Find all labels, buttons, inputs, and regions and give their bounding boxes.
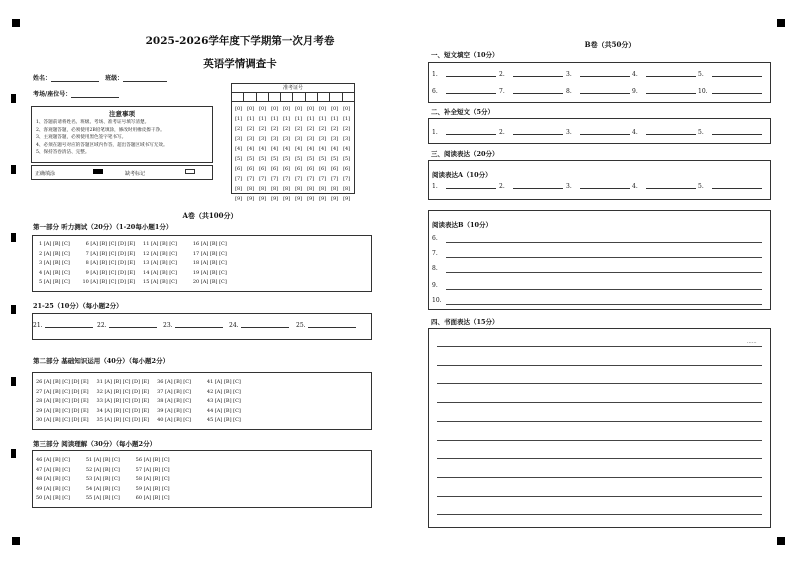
notice-line: 2、客观题答题，必须使用2B铅笔填涂，修改时用橡皮擦干净。 — [36, 127, 165, 133]
section-1-box — [428, 62, 771, 103]
ticket-digit-bubble[interactable]: [1] — [343, 116, 351, 122]
ticket-digit-bubble[interactable]: [4] — [259, 146, 267, 152]
ticket-digit-bubble[interactable]: [2] — [319, 126, 327, 132]
ticket-digit-bubble[interactable]: [6] — [319, 166, 327, 172]
ticket-digit-bubble[interactable]: [8] — [235, 186, 243, 192]
ticket-digit-bubble[interactable]: [6] — [247, 166, 255, 172]
writing-line[interactable] — [437, 383, 762, 384]
bubble-row[interactable]: 29 [A] [B] [C] [D] [E] 34 [A] [B] [C] [D] [E] 39 [A] [B] [C] 44 [A] [B] [C] — [36, 407, 241, 414]
answer-blank[interactable]: 2. — [499, 183, 565, 190]
ticket-digit-bubble[interactable]: [9] — [331, 196, 339, 202]
ticket-digit-bubble[interactable]: [7] — [247, 176, 255, 182]
ticket-digit-column[interactable] — [233, 104, 245, 204]
ticket-digit-bubble[interactable]: [9] — [343, 196, 351, 202]
ticket-digit-bubble[interactable]: [3] — [295, 136, 303, 142]
ticket-digit-bubble[interactable]: [7] — [319, 176, 327, 182]
absent-mark-label: 缺考标记 — [125, 171, 146, 177]
ticket-digit-bubble[interactable]: [1] — [319, 116, 327, 122]
ticket-digit-bubble[interactable]: [9] — [295, 196, 303, 202]
answer-blank[interactable]: 24. — [229, 322, 289, 329]
ticket-digit-bubble[interactable]: [7] — [343, 176, 351, 182]
registration-mark — [12, 537, 20, 545]
bubble-row[interactable]: 2 [A] [B] [C] 7 [A] [B] [C] [D] [E] 12 [A] [B] [C] 17 [A] [B] [C] — [39, 250, 227, 257]
ticket-digit-bubble[interactable]: [5] — [307, 156, 315, 162]
timing-mark — [11, 305, 16, 314]
ticket-digit-bubble[interactable]: [5] — [259, 156, 267, 162]
ticket-digit-bubble[interactable]: [4] — [307, 146, 315, 152]
writing-line[interactable] — [437, 514, 762, 515]
answer-blank[interactable]: 6. — [432, 88, 498, 95]
bubble-row[interactable]: 49 [A] [B] [C] 54 [A] [B] [C] 59 [A] [B] [C] — [36, 485, 170, 492]
answer-blank[interactable]: 7. — [499, 88, 565, 95]
answer-blank[interactable]: 2. — [499, 129, 565, 136]
writing-line[interactable] — [437, 402, 762, 403]
ticket-digit-bubble[interactable]: [5] — [235, 156, 243, 162]
ticket-digit-bubble[interactable]: [5] — [295, 156, 303, 162]
ticket-digit-column[interactable] — [341, 104, 353, 204]
ticket-digit-bubble[interactable]: [6] — [343, 166, 351, 172]
ticket-digit-bubble[interactable]: [1] — [307, 116, 315, 122]
notice-line: 5、保持答卷清洁、完整。 — [36, 150, 90, 156]
answer-blank[interactable]: 1. — [432, 183, 498, 190]
ticket-digit-bubble[interactable]: [3] — [259, 136, 267, 142]
ticket-digit-bubble[interactable]: [9] — [283, 196, 291, 202]
timing-mark — [11, 449, 16, 458]
ticket-digit-bubble[interactable]: [9] — [307, 196, 315, 202]
ticket-digit-bubble[interactable]: [9] — [235, 196, 243, 202]
notice-box — [31, 106, 213, 163]
answer-line-number: 6. — [432, 235, 438, 242]
ticket-digit-column[interactable] — [329, 104, 341, 204]
section-3a-title: 阅读表达A（10分） — [432, 171, 492, 179]
exam-title: 2025-2026学年度下学期第一次月考卷 — [145, 35, 335, 47]
answer-line[interactable] — [446, 257, 762, 258]
ticket-digit-bubble[interactable]: [5] — [343, 156, 351, 162]
ticket-digit-bubble[interactable]: [8] — [247, 186, 255, 192]
answer-line-number: 8. — [432, 265, 438, 272]
part-a-title: A卷（共100分） — [182, 211, 238, 220]
notice-line: 3、主观题答题，必须使用黑色签字笔书写。 — [36, 135, 127, 141]
notice-line: 1、答题前请将姓名、班级、考场、准考证号填写清楚。 — [36, 120, 150, 125]
basic-knowledge-box[interactable] — [32, 372, 372, 430]
bubble-row[interactable]: 46 [A] [B] [C] 51 [A] [B] [C] 56 [A] [B] [C] — [36, 457, 170, 463]
ticket-digit-bubble[interactable]: [4] — [319, 146, 327, 152]
answer-blank[interactable]: 5. — [698, 71, 764, 78]
ticket-digit-bubble[interactable]: [7] — [295, 176, 303, 182]
ticket-digit-bubble[interactable]: [5] — [331, 156, 339, 162]
writing-dots: ...... — [747, 339, 757, 345]
bubble-row[interactable]: 47 [A] [B] [C] 52 [A] [B] [C] 57 [A] [B] [C] — [36, 466, 170, 473]
ticket-title: 准考证号 — [232, 84, 354, 93]
ticket-digit-bubble[interactable]: [1] — [259, 116, 267, 122]
ticket-digit-bubble[interactable]: [7] — [259, 176, 267, 182]
answer-blank[interactable]: 4. — [632, 183, 698, 190]
ticket-digit-bubble[interactable]: [8] — [295, 186, 303, 192]
ticket-digit-bubble[interactable]: [4] — [247, 146, 255, 152]
ticket-digit-bubble[interactable]: [0] — [343, 106, 351, 112]
ticket-digit-column[interactable] — [245, 104, 257, 204]
timing-mark — [11, 377, 16, 386]
ticket-digit-bubble[interactable]: [0] — [235, 106, 243, 112]
ticket-digit-bubble[interactable]: [2] — [295, 126, 303, 132]
ticket-digit-bubble[interactable]: [3] — [247, 136, 255, 142]
blanks-21-25-title: 21-25（10分）（每小题2分） — [33, 302, 123, 310]
reading-box[interactable] — [32, 450, 372, 508]
ticket-digit-bubble[interactable]: [4] — [295, 146, 303, 152]
ticket-digit-bubble[interactable]: [3] — [283, 136, 291, 142]
ticket-digit-bubble[interactable]: [2] — [271, 126, 279, 132]
ticket-digit-bubble[interactable]: [9] — [271, 196, 279, 202]
ticket-digit-bubble[interactable]: [8] — [343, 186, 351, 192]
answer-blank[interactable]: 21. — [33, 322, 93, 329]
ticket-digit-bubble[interactable]: [6] — [295, 166, 303, 172]
ticket-digit-bubble[interactable]: [6] — [307, 166, 315, 172]
ticket-digit-bubble[interactable]: [8] — [307, 186, 315, 192]
ticket-digit-bubble[interactable]: [5] — [283, 156, 291, 162]
registration-mark — [777, 19, 785, 27]
ticket-digit-bubble[interactable]: [7] — [283, 176, 291, 182]
ticket-digit-bubble[interactable]: [7] — [331, 176, 339, 182]
answer-blank[interactable]: 1. — [432, 71, 498, 78]
ticket-digit-bubble[interactable]: [2] — [283, 126, 291, 132]
writing-box[interactable] — [428, 328, 771, 528]
notice-line: 4、必须在题号对应的答题区域内作答，超出答题区域书写无效。 — [36, 142, 168, 148]
notice-title: 注意事项 — [109, 110, 135, 118]
ticket-digit-bubble[interactable]: [4] — [271, 146, 279, 152]
section-2-title: 二、补全短文（5分） — [431, 108, 495, 116]
section-3b-title: 阅读表达B（10分） — [432, 221, 493, 229]
answer-blank[interactable]: 9. — [632, 88, 698, 95]
answer-blank[interactable]: 10. — [698, 88, 764, 95]
writing-line[interactable] — [437, 365, 762, 366]
ticket-digit-bubble[interactable]: [9] — [247, 196, 255, 202]
answer-blank[interactable]: 23. — [163, 322, 223, 329]
writing-line[interactable] — [437, 346, 762, 347]
ticket-digit-bubble[interactable]: [9] — [259, 196, 267, 202]
ticket-digit-bubble[interactable]: [3] — [343, 136, 351, 142]
ticket-digit-bubble[interactable]: [8] — [331, 186, 339, 192]
registration-mark — [12, 19, 20, 27]
answer-line[interactable] — [446, 304, 762, 305]
ticket-digit-bubble[interactable]: [2] — [259, 126, 267, 132]
bubble-row[interactable]: 27 [A] [B] [C] [D] [E] 32 [A] [B] [C] [D] [E] 37 [A] [B] [C] 42 [A] [B] [C] — [36, 388, 241, 395]
bubble-row[interactable]: 26 [A] [B] [C] [D] [E] 31 [A] [B] [C] [D] [E] 36 [A] [B] [C] 41 [A] [B] [C] — [36, 379, 241, 385]
ticket-digit-bubble[interactable]: [8] — [283, 186, 291, 192]
reading-title: 第三部分 阅读理解（30分）（每小题2分） — [33, 440, 157, 448]
bubble-row[interactable]: 48 [A] [B] [C] 53 [A] [B] [C] 58 [A] [B] [C] — [36, 476, 170, 483]
ticket-digit-bubble[interactable]: [0] — [271, 106, 279, 112]
answer-blank[interactable]: 3. — [566, 71, 632, 78]
basic-knowledge-title: 第二部分 基础知识运用（40分）（每小题2分） — [33, 357, 170, 365]
ticket-digit-bubble[interactable]: [1] — [235, 116, 243, 122]
ticket-digit-bubble[interactable]: [0] — [295, 106, 303, 112]
ticket-digit-bubble[interactable]: [0] — [283, 106, 291, 112]
ticket-digit-bubble[interactable]: [1] — [295, 116, 303, 122]
ticket-digit-bubble[interactable]: [8] — [319, 186, 327, 192]
ticket-digit-bubble[interactable]: [5] — [319, 156, 327, 162]
listening-section-title: 第一部分 听力测试（20分）（1-20每小题1分） — [33, 223, 173, 231]
writing-line[interactable] — [437, 496, 762, 497]
absent-mark-box[interactable] — [185, 169, 195, 174]
fill-example-label: 正确填涂 — [35, 171, 56, 177]
section-3-title: 三、阅读表达（20分） — [431, 150, 499, 158]
ticket-number-grid[interactable] — [231, 83, 355, 202]
answer-blank[interactable]: 4. — [632, 129, 698, 136]
ticket-digit-bubble[interactable]: [5] — [271, 156, 279, 162]
bubble-row[interactable]: 5 [A] [B] [C] 10 [A] [B] [C] [D] [E] 15 [A] [B] [C] 20 [A] [B] [C] — [39, 279, 227, 286]
writing-line[interactable] — [437, 421, 762, 422]
ticket-digit-bubble[interactable]: [4] — [235, 146, 243, 152]
ticket-digit-column[interactable] — [317, 104, 329, 204]
seat-field[interactable]: 考场/座位号： — [33, 89, 119, 98]
ticket-digit-bubble[interactable]: [7] — [235, 176, 243, 182]
ticket-digit-bubble[interactable]: [3] — [319, 136, 327, 142]
answer-line[interactable] — [446, 242, 762, 243]
ticket-digit-bubble[interactable]: [3] — [235, 136, 243, 142]
ticket-digit-bubble[interactable]: [7] — [271, 176, 279, 182]
answer-line-number: 7. — [432, 250, 438, 257]
answer-line-number: 10. — [432, 297, 442, 304]
section-1-title: 一、短文填空（10分） — [431, 51, 499, 59]
ticket-digit-bubble[interactable]: [1] — [271, 116, 279, 122]
ticket-digit-column[interactable] — [281, 104, 293, 204]
name-field[interactable]: 姓名： 班级： — [33, 73, 167, 82]
answer-blank[interactable]: 5. — [698, 183, 764, 190]
ticket-digit-bubble[interactable]: [1] — [283, 116, 291, 122]
ticket-digit-bubble[interactable]: [3] — [307, 136, 315, 142]
ticket-digit-bubble[interactable]: [4] — [283, 146, 291, 152]
filled-bubble-example — [93, 169, 103, 174]
bubble-row[interactable]: 3 [A] [B] [C] 8 [A] [B] [C] [D] [E] 13 [A] [B] [C] 18 [A] [B] [C] — [39, 260, 227, 267]
ticket-digit-bubble[interactable]: [6] — [331, 166, 339, 172]
bubble-row[interactable]: 4 [A] [B] [C] 9 [A] [B] [C] [D] [E] 14 [A] [B] [C] 19 [A] [B] [C] — [39, 269, 227, 276]
answer-line[interactable] — [446, 272, 762, 273]
answer-blank[interactable]: 8. — [566, 88, 632, 95]
writing-line[interactable] — [437, 458, 762, 459]
ticket-digit-bubble[interactable]: [1] — [331, 116, 339, 122]
ticket-digit-bubble[interactable]: [0] — [247, 106, 255, 112]
bubble-row[interactable]: 50 [A] [B] [C] 55 [A] [B] [C] 60 [A] [B] [C] — [36, 495, 170, 502]
ticket-digit-column[interactable] — [305, 104, 317, 204]
ticket-digit-bubble[interactable]: [6] — [271, 166, 279, 172]
ticket-digit-bubble[interactable]: [9] — [319, 196, 327, 202]
answer-blank[interactable]: 22. — [97, 322, 157, 329]
ticket-digit-bubble[interactable]: [0] — [331, 106, 339, 112]
ticket-digit-bubble[interactable]: [0] — [259, 106, 267, 112]
ticket-digit-bubble[interactable]: [0] — [307, 106, 315, 112]
answer-blank[interactable]: 5. — [698, 129, 764, 136]
answer-blank[interactable]: 3. — [566, 129, 632, 136]
ticket-digit-column[interactable] — [257, 104, 269, 204]
writing-line[interactable] — [437, 440, 762, 441]
card-title: 英语学情调查卡 — [203, 58, 277, 70]
registration-mark — [777, 537, 785, 545]
timing-mark — [11, 165, 16, 174]
answer-line-number: 9. — [432, 282, 438, 289]
section-3a-box — [428, 160, 771, 200]
ticket-digit-bubble[interactable]: [5] — [247, 156, 255, 162]
ticket-digit-bubble[interactable]: [3] — [271, 136, 279, 142]
bubble-row[interactable]: 28 [A] [B] [C] [D] [E] 33 [A] [B] [C] [D] [E] 38 [A] [B] [C] 43 [A] [B] [C] — [36, 398, 241, 405]
ticket-digit-bubble[interactable]: [2] — [235, 126, 243, 132]
ticket-digit-bubble[interactable]: [6] — [235, 166, 243, 172]
section-4-title: 四、书面表达（15分） — [431, 318, 499, 326]
writing-line[interactable] — [437, 477, 762, 478]
answer-blank[interactable]: 4. — [632, 71, 698, 78]
ticket-digit-bubble[interactable]: [6] — [259, 166, 267, 172]
ticket-digit-bubble[interactable]: [7] — [307, 176, 315, 182]
answer-blank[interactable]: 3. — [566, 183, 632, 190]
ticket-digit-column[interactable] — [269, 104, 281, 204]
ticket-digit-bubble[interactable]: [2] — [343, 126, 351, 132]
ticket-digit-bubble[interactable]: [2] — [247, 126, 255, 132]
ticket-digit-bubble[interactable]: [4] — [343, 146, 351, 152]
ticket-digit-bubble[interactable]: [2] — [307, 126, 315, 132]
timing-mark — [11, 233, 16, 242]
bubble-row[interactable]: 30 [A] [B] [C] [D] [E] 35 [A] [B] [C] [D] [E] 40 [A] [B] [C] 45 [A] [B] [C] — [36, 417, 241, 424]
timing-mark — [11, 94, 16, 103]
listening-answer-box[interactable] — [32, 235, 372, 292]
answer-line[interactable] — [446, 289, 762, 290]
ticket-digit-bubble[interactable]: [8] — [271, 186, 279, 192]
answer-blank[interactable]: 2. — [499, 71, 565, 78]
ticket-digit-bubble[interactable]: [8] — [259, 186, 267, 192]
answer-blank[interactable]: 25. — [296, 322, 356, 329]
ticket-digit-bubble[interactable]: [1] — [247, 116, 255, 122]
ticket-digit-column[interactable] — [293, 104, 305, 204]
ticket-digit-bubble[interactable]: [4] — [331, 146, 339, 152]
ticket-digit-bubble[interactable]: [6] — [283, 166, 291, 172]
bubble-row[interactable]: 1 [A] [B] [C] 6 [A] [B] [C] [D] [E] 11 [A] [B] [C] 16 [A] [B] [C] — [39, 241, 227, 247]
ticket-digit-bubble[interactable]: [0] — [319, 106, 327, 112]
part-b-title: B卷（共50分） — [584, 40, 636, 49]
ticket-digit-bubble[interactable]: [3] — [331, 136, 339, 142]
ticket-digit-bubble[interactable]: [2] — [331, 126, 339, 132]
answer-blank[interactable]: 1. — [432, 129, 498, 136]
